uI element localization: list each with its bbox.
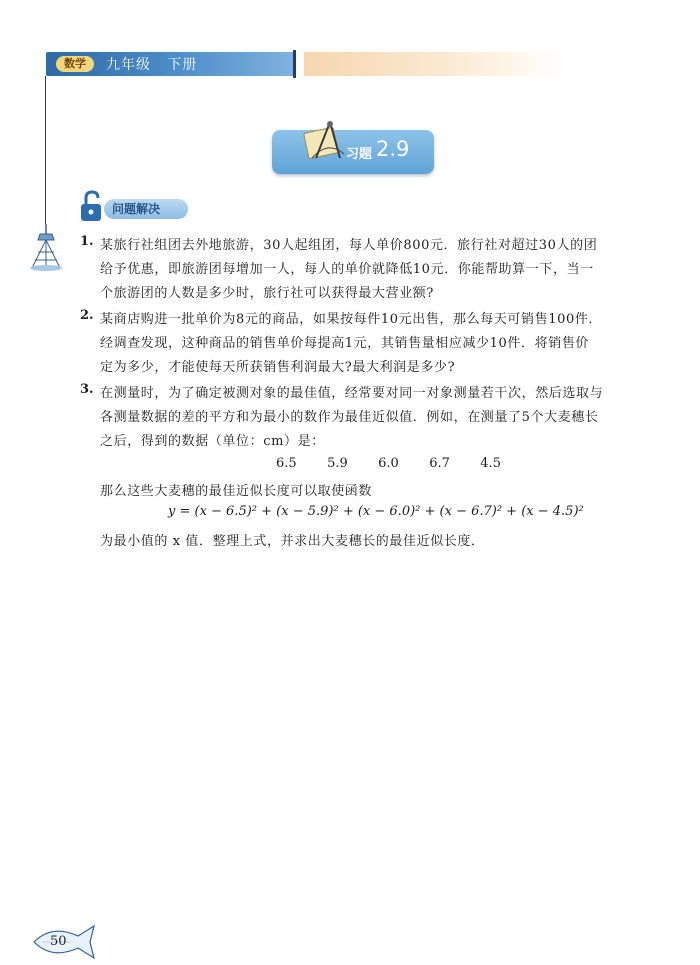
measurement-values: 6.5 5.9 6.0 6.7 4.5 (276, 456, 501, 471)
page-number: 50 (50, 934, 67, 949)
section-label: 问题解决 (112, 202, 161, 216)
problem-1-line-3: 个旅游团的人数是多少时，旅行社可以获得最大营业额? (100, 286, 434, 301)
tower-icon (26, 222, 66, 272)
exercise-label: 习题 (346, 147, 373, 162)
compass-icon (300, 118, 348, 168)
problem-2-line-2: 经调查发现，这种商品的销售单价每提高1元，其销售量相应减少10件．将销售价 (100, 336, 590, 351)
margin-line (45, 76, 46, 224)
problem-2-line-3: 定为多少，才能使每天所获销售利润最大?最大利润是多少? (100, 360, 456, 375)
problem-1-line-2: 给予优惠，即旅游团每增加一人，每人的单价就降低10元．你能帮助算一下，当一 (100, 262, 594, 277)
problem-3-number: 3. (80, 382, 94, 397)
subject-badge: 数学 (56, 56, 94, 72)
problem-1-line-1: 某旅行社组团去外地旅游，30人起组团，每人单价800元．旅行社对超过30人的团 (100, 238, 598, 253)
exercise-number: 2.9 (376, 137, 410, 161)
problem-2-number: 2. (80, 308, 94, 323)
problem-1-number: 1. (80, 234, 94, 249)
problem-3-closing: 为最小值的 x 值．整理上式，并求出大麦穗长的最佳近似长度． (100, 534, 485, 549)
header-gradient (304, 52, 564, 76)
problem-3-line-1: 在测量时，为了确定被测对象的最佳值，经常要对同一对象测量若干次，然后选取与 (100, 386, 604, 401)
problem-3-line-2: 各测量数据的差的平方和为最小的数作为最佳近似值．例如，在测量了5个大麦穗长 (100, 410, 599, 425)
lock-icon (78, 190, 106, 224)
problem-3-line-3: 之后，得到的数据（单位：cm）是： (100, 434, 325, 449)
function-formula: y = (x − 6.5)² + (x − 5.9)² + (x − 6.0)² + (x − 6.7)² + (x − 4.5)² (168, 504, 584, 519)
grade-label: 九年级 下册 (106, 57, 198, 73)
problem-2-line-1: 某商店购进一批单价为8元的商品，如果按每件10元出售，那么每天可销售100件． (100, 312, 603, 327)
header-divider (293, 50, 296, 78)
problem-3-intro-function: 那么这些大麦穗的最佳近似长度可以取使函数 (100, 484, 373, 499)
